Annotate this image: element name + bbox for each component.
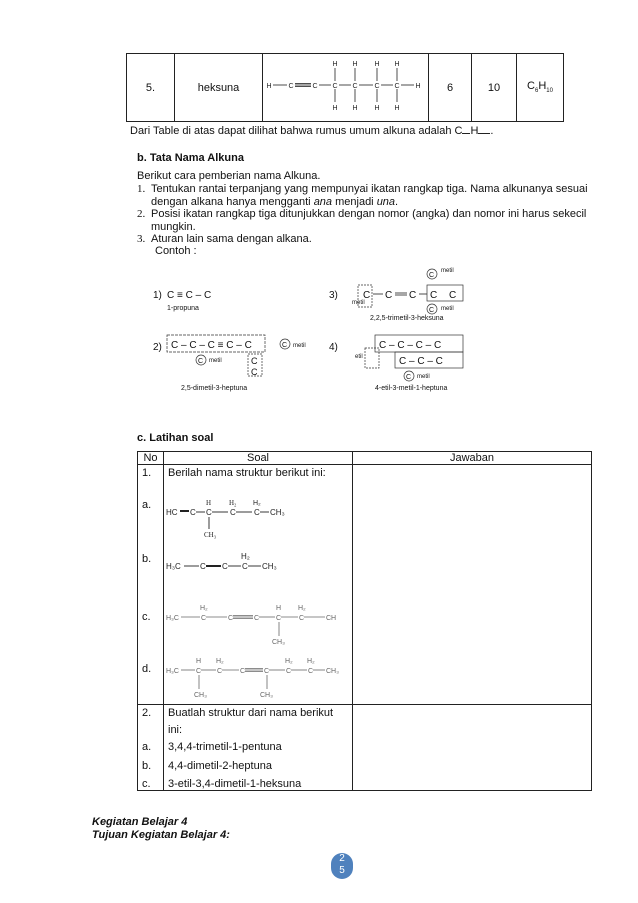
q1a-label: a. — [142, 499, 152, 511]
page-number-badge — [331, 853, 353, 879]
q1c-structure — [166, 598, 352, 648]
hydrogen-count: 10 — [472, 54, 517, 122]
q2b-text: 4,4-dimetil-2-heptuna — [168, 760, 272, 772]
example-1-structure: C ≡ C – C — [167, 290, 212, 301]
svg-text:H₂: H₂ — [298, 605, 306, 612]
svg-text:metil: metil — [209, 358, 222, 364]
example-2-name: 2,5-dimetil-3-heptuna — [181, 385, 248, 392]
svg-text:CH₃: CH₃ — [326, 668, 339, 675]
svg-text:CH₃: CH₃ — [204, 531, 217, 539]
svg-text:H: H — [352, 61, 358, 68]
q2a-text: 3,4,4-trimetil-1-pentuna — [168, 741, 282, 753]
svg-text:C: C — [385, 290, 393, 301]
svg-text:C: C — [228, 615, 234, 622]
rule-1-line2: dengan alkana hanya mengganti ana menjadi una. — [151, 196, 399, 208]
header-jawaban: Jawaban — [353, 452, 592, 465]
general-formula-sentence: Dari Table di atas dapat dilihat bahwa rumus umum alkuna adalah C H . — [130, 125, 494, 137]
tujuan-heading: Tujuan Kegiatan Belajar 4: — [92, 829, 230, 841]
q2-text-line1: Buatlah struktur dari nama berikut — [168, 707, 334, 719]
svg-text:metil: metil — [441, 306, 454, 312]
exercise-table — [137, 451, 592, 791]
svg-text:C: C — [312, 83, 318, 90]
svg-text:H₃C: H₃C — [166, 562, 181, 571]
q1d-label: d. — [142, 663, 152, 675]
svg-text:H₂: H₂ — [241, 552, 250, 561]
svg-text:C: C — [254, 508, 260, 517]
svg-text:C: C — [406, 374, 412, 381]
svg-text:H: H — [374, 61, 380, 68]
svg-text:C: C — [196, 668, 202, 675]
svg-text:H₃C: H₃C — [166, 615, 179, 622]
q1-jawaban-cell[interactable] — [353, 465, 592, 705]
header-soal: Soal — [164, 452, 353, 465]
svg-text:metil: metil — [352, 300, 365, 306]
svg-text:H₃C: H₃C — [166, 668, 179, 675]
svg-text:C: C — [230, 508, 236, 517]
svg-text:C – C – C: C – C – C — [399, 356, 443, 367]
svg-text:H: H — [415, 83, 421, 90]
svg-text:metil: metil — [441, 268, 454, 274]
svg-text:C: C — [299, 615, 305, 622]
alkyne-table-row — [126, 53, 564, 122]
rule-2-number: 2. — [137, 208, 146, 220]
svg-text:H: H — [394, 61, 400, 68]
rule-2-line1: Posisi ikatan rangkap tiga ditunjukkan dengan nomor (angka) dan nomor ini harus sekecil — [151, 208, 587, 220]
section-b-intro: Berikut cara pemberian nama Alkuna. — [137, 170, 321, 182]
svg-text:C: C — [409, 290, 417, 301]
q1-text: Berilah nama struktur berikut ini: — [168, 467, 326, 479]
svg-text:C: C — [374, 83, 380, 90]
q1c-label: c. — [142, 611, 151, 623]
svg-text:C: C — [429, 272, 435, 279]
q2-number: 2. — [142, 707, 152, 719]
svg-text:H: H — [332, 105, 338, 112]
q2-number-cell — [138, 705, 164, 791]
svg-text:C: C — [430, 290, 438, 301]
q1-soal-cell — [164, 465, 353, 705]
example-3-name: 2,2,5-trimetil-3-heksuna — [370, 315, 444, 322]
q1b-structure — [166, 547, 316, 577]
svg-text:metil: metil — [417, 374, 430, 380]
q2-jawaban-cell[interactable] — [353, 705, 592, 791]
svg-text:C: C — [251, 367, 258, 377]
svg-text:C: C — [251, 356, 258, 366]
svg-text:C: C — [240, 668, 246, 675]
rule-3-line1: Aturan lain sama dengan alkana. — [151, 233, 312, 245]
example-1-number: 1) — [153, 290, 162, 301]
q2c-label: c. — [142, 778, 151, 790]
kegiatan-heading: Kegiatan Belajar 4 — [92, 816, 188, 828]
svg-text:C: C — [449, 290, 457, 301]
svg-text:HC: HC — [166, 508, 178, 517]
svg-text:C – C – C ≡ C – C: C – C – C ≡ C – C — [171, 340, 252, 351]
svg-text:C – C – C – C: C – C – C – C — [379, 340, 442, 351]
svg-text:C: C — [288, 83, 294, 90]
svg-text:C: C — [429, 307, 435, 314]
svg-text:C: C — [242, 562, 248, 571]
q2-text-line2: ini: — [168, 724, 183, 736]
example-2-number: 2) — [153, 342, 162, 353]
svg-text:C: C — [190, 508, 196, 517]
section-c-heading: c. Latihan soal — [137, 432, 214, 444]
svg-text:H: H — [206, 499, 212, 507]
svg-text:C: C — [222, 562, 228, 571]
svg-text:C: C — [282, 342, 288, 349]
svg-text:CH₃: CH₃ — [270, 508, 285, 517]
svg-text:H₂: H₂ — [253, 500, 261, 507]
q2c-text: 3-etil-3,4-dimetil-1-heksuna — [168, 778, 302, 790]
header-no: No — [138, 452, 164, 465]
svg-text:C: C — [264, 668, 270, 675]
row-number: 5. — [127, 54, 175, 122]
svg-text:H₂: H₂ — [307, 658, 315, 665]
svg-text:H: H — [196, 658, 202, 665]
svg-text:CH: CH — [326, 615, 337, 622]
svg-text:CH₃: CH₃ — [260, 692, 273, 699]
svg-text:C: C — [276, 615, 282, 622]
svg-text:C: C — [200, 562, 206, 571]
svg-text:C: C — [352, 83, 358, 90]
svg-text:H: H — [374, 105, 380, 112]
svg-text:C: C — [198, 358, 204, 365]
example-4-number: 4) — [329, 342, 338, 353]
q1b-label: b. — [142, 553, 152, 565]
rule-1-line1: Tentukan rantai terpanjang yang mempunyai ikatan rangkap tiga. Nama alkunanya sesuai — [151, 183, 588, 195]
example-3-number: 3) — [329, 290, 338, 301]
svg-text:H: H — [276, 605, 282, 612]
svg-text:H: H — [394, 105, 400, 112]
svg-text:C: C — [217, 668, 223, 675]
rule-3-number: 3. — [137, 233, 146, 245]
q2b-label: b. — [142, 760, 152, 772]
svg-text:H: H — [266, 83, 272, 90]
carbon-count: 6 — [429, 54, 472, 122]
svg-text:C: C — [363, 290, 371, 301]
compound-name: heksuna — [175, 54, 263, 122]
svg-text:etil: etil — [355, 354, 363, 360]
q2a-label: a. — [142, 741, 152, 753]
q1-number-cell — [138, 465, 164, 705]
svg-text:CH₃: CH₃ — [194, 692, 207, 699]
hexyne-structure — [263, 54, 428, 118]
svg-text:H₂: H₂ — [200, 605, 208, 612]
rule-2-line2: mungkin. — [151, 221, 196, 233]
svg-text:metil: metil — [293, 343, 306, 349]
page-number-line2: 5 — [339, 865, 345, 876]
svg-text:C: C — [286, 668, 292, 675]
svg-text:H₂: H₂ — [285, 658, 293, 665]
naming-examples-figure — [145, 258, 481, 398]
example-1-name: 1-propuna — [167, 305, 199, 312]
q2-soal-cell — [164, 705, 353, 791]
svg-text:H: H — [332, 61, 338, 68]
q1a-structure — [166, 495, 316, 540]
example-label: Contoh : — [155, 245, 197, 257]
svg-text:C: C — [254, 615, 260, 622]
svg-text:C: C — [394, 83, 400, 90]
svg-text:C: C — [201, 615, 207, 622]
structure-cell — [263, 54, 429, 122]
svg-text:H₂: H₂ — [216, 658, 224, 665]
svg-text:H₂: H₂ — [229, 499, 237, 507]
q1d-structure — [166, 653, 352, 703]
rule-1-number: 1. — [137, 183, 146, 195]
svg-text:H: H — [352, 105, 358, 112]
svg-text:C: C — [332, 83, 338, 90]
svg-text:CH₃: CH₃ — [262, 562, 277, 571]
example-4-name: 4-etil-3-metil-1-heptuna — [375, 385, 448, 392]
section-b-heading: b. Tata Nama Alkuna — [137, 152, 244, 164]
svg-text:C: C — [206, 508, 212, 517]
svg-text:CH₃: CH₃ — [272, 639, 285, 646]
molecular-formula: $C_6H_{10}$ — [517, 54, 564, 122]
page-number-line1: 2 — [339, 853, 345, 864]
svg-text:C: C — [308, 668, 314, 675]
q1-number: 1. — [142, 467, 152, 479]
